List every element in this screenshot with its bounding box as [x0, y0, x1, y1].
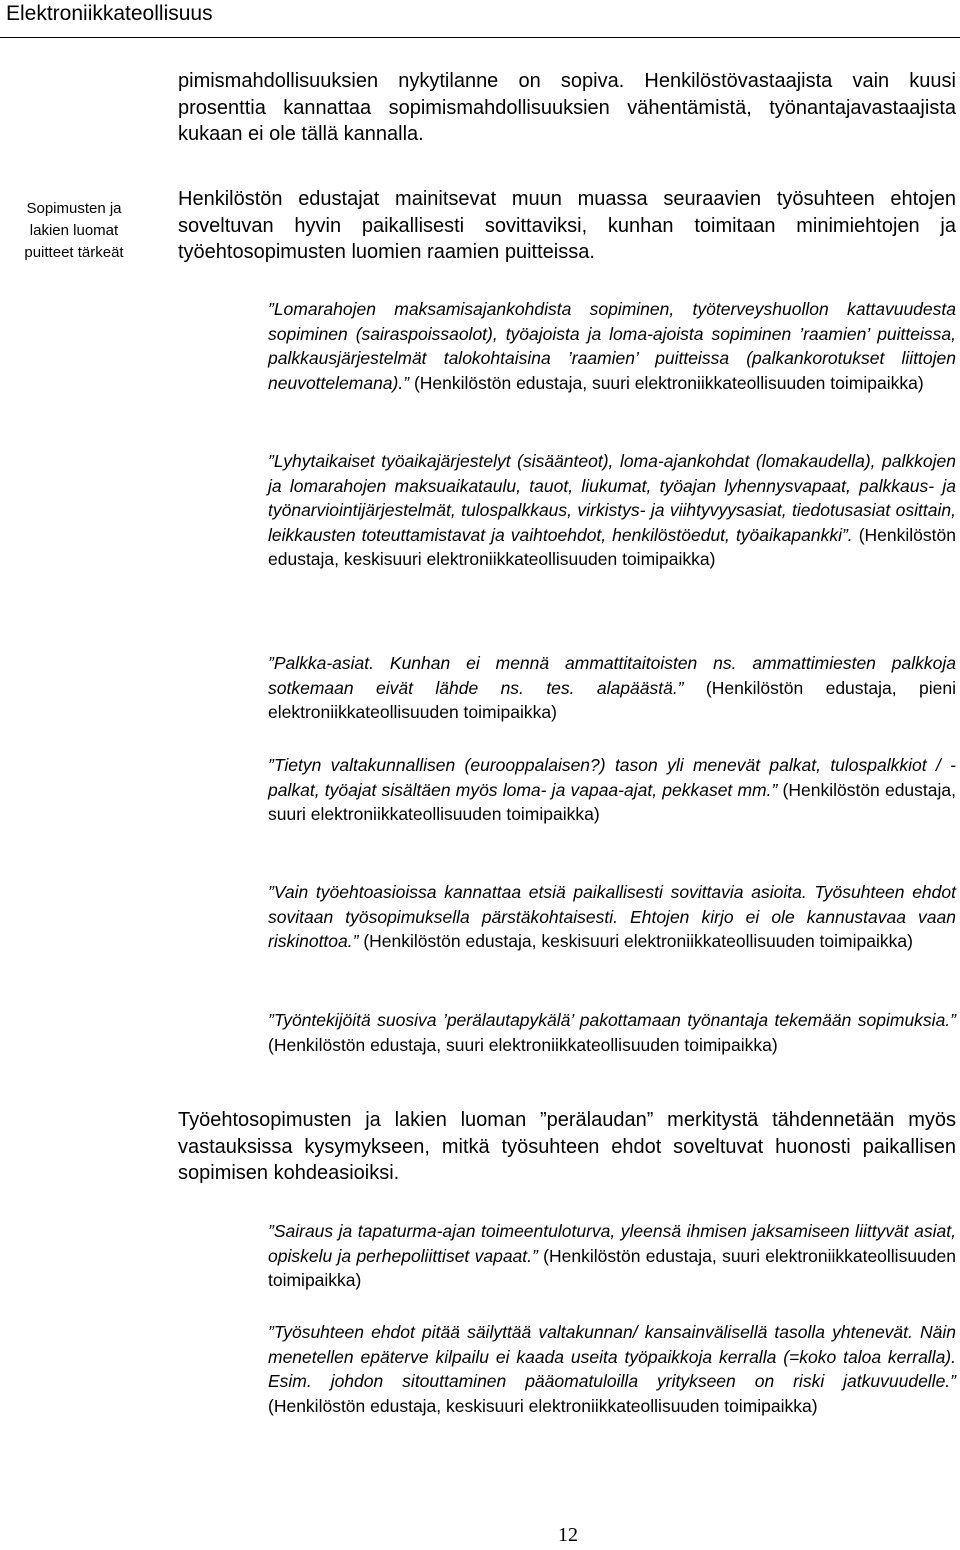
quote-source: (Henkilöstön edustaja, suuri elektroniikkateollisuuden toimipaikka)	[413, 372, 924, 393]
body-paragraph: Työehtosopimusten ja lakien luoman ”perälaudan” merkitystä tähdennetään myös vastauksissa kysymykseen, mitkä työsuhteen ehdot soveltuvat huonosti paikallisen sopimisen kohdeasioiksi.	[178, 1109, 956, 1184]
page-number: 12	[558, 1524, 578, 1546]
quote-source: (Henkilöstön edustaja, suuri elektroniikkateollisuuden toimipaikka)	[268, 1034, 778, 1055]
header-title: Elektroniikkateollisuus	[6, 2, 213, 25]
quote-text: ”Tietyn valtakunnallisen (eurooppalaisen?) tason yli menevät palkat, tulospalkkiot / -palkat, työajat sisältäen myös loma- ja vapaa-ajat, pekkaset mm.”	[268, 755, 956, 800]
quote-text: ”Sairaus ja tapaturma-ajan toimeentuloturva, yleensä ihmisen jaksamiseen liittyvät asiat, opiskelu ja perhepoliittiset vapaat.”	[268, 1221, 956, 1266]
page-header	[0, 0, 960, 38]
quote-text: ”Lomarahojen maksamisajankohdista sopiminen, työterveyshuollon kattavuudesta sopiminen (sairaspoissaolot), työajoista ja loma-ajoista sopiminen ’raamien’ puitteissa, palkkausjärjestelmät talokohtaisina ’raamien’ puitteissa (palkankorotukset liittojen neuvottelemana).”	[268, 299, 956, 393]
margin-note	[0, 198, 148, 264]
quote-block	[268, 880, 956, 954]
quote-text: ”Palkka-asiat. Kunhan ei mennä ammattitaitoisten ns. ammattimiesten palkkoja sotkemaan eivät lähde ns. tes. alapäästä.”	[268, 653, 956, 698]
body-paragraph: Henkilöstön edustajat mainitsevat muun muassa seuraavien työsuhteen ehtojen soveltuvan hyvin paikallisesti sovittaviksi, kunhan toimitaan minimiehtojen ja työehtosopimusten luomien raamien puitteissa.	[178, 188, 956, 263]
quote-block	[268, 1320, 956, 1418]
quote-block	[268, 297, 956, 395]
quote-text: ”Työntekijöitä suosiva ’perälautapykälä’ pakottamaan työnantaja tekemään sopimuksia.”	[268, 1010, 956, 1030]
margin-note-line: lakien luomat	[29, 222, 119, 239]
quote-source: (Henkilöstön edustaja, pieni elektroniikkateollisuuden toimipaikka)	[268, 677, 956, 722]
margin-note-line: puitteet tärkeät	[24, 244, 124, 261]
quote-block	[268, 1008, 956, 1057]
quote-source: (Henkilöstön edustaja, keskisuuri elektroniikkateollisuuden toimipaikka)	[268, 524, 956, 569]
quote-source: (Henkilöstön edustaja, keskisuuri elektroniikkateollisuuden toimipaikka)	[268, 1395, 818, 1416]
quote-block	[268, 1219, 956, 1293]
quote-source: (Henkilöstön edustaja, suuri elektroniikkateollisuuden toimipaikka)	[268, 779, 956, 824]
quote-block	[268, 753, 956, 827]
quote-text: ”Lyhytaikaiset työaikajärjestelyt (sisäänteot), loma-ajankohdat (lomakaudella), palkkojen ja lomarahojen maksuaikataulu, tauot, liukumat, työajan lyhennysvapaat, palkkaus- ja työnarviointijärjestelmät, tulospalkkaus, virkistys- ja viihtyvyysasiat, tiedotusasiat osittain, leikkausten toteuttamistavat ja vaihtoehdot, henkilöstöedut, työaikapankki”.	[268, 451, 956, 545]
quote-text: ”Työsuhteen ehdot pitää säilyttää valtakunnan/ kansainvälisellä tasolla yhtenevät. Näin menetellen epäterve kilpailu ei kaada useita työpaikkoja kerralla (=koko taloa kerralla). Esim. johdon sitouttaminen pääomatuloilla yritykseen on riski jatkuvuudelle.”	[268, 1322, 956, 1391]
quote-block	[268, 651, 956, 725]
body-paragraph: pimismahdollisuuksien nykytilanne on sopiva. Henkilöstövastaajista vain kuusi prosenttia kannattaa sopimismahdollisuuksien vähentämistä, työnantajavastaajista kukaan ei ole tällä kannalla.	[178, 70, 956, 145]
margin-note-line: Sopimusten ja	[26, 200, 122, 217]
quote-block	[268, 449, 956, 572]
quote-source: (Henkilöstön edustaja, keskisuuri elektroniikkateollisuuden toimipaikka)	[363, 931, 913, 951]
quote-source: (Henkilöstön edustaja, suuri elektroniikkateollisuuden toimipaikka)	[268, 1245, 956, 1290]
quote-text: ”Vain työehtoasioissa kannattaa etsiä paikallisesti sovittavia asioita. Työsuhteen ehdot sovitaan työsopimuksella pärstäkohtaisesti. Ehtojen kirjo ei ole kannustavaa vaan riskinottoa.”	[268, 882, 956, 951]
